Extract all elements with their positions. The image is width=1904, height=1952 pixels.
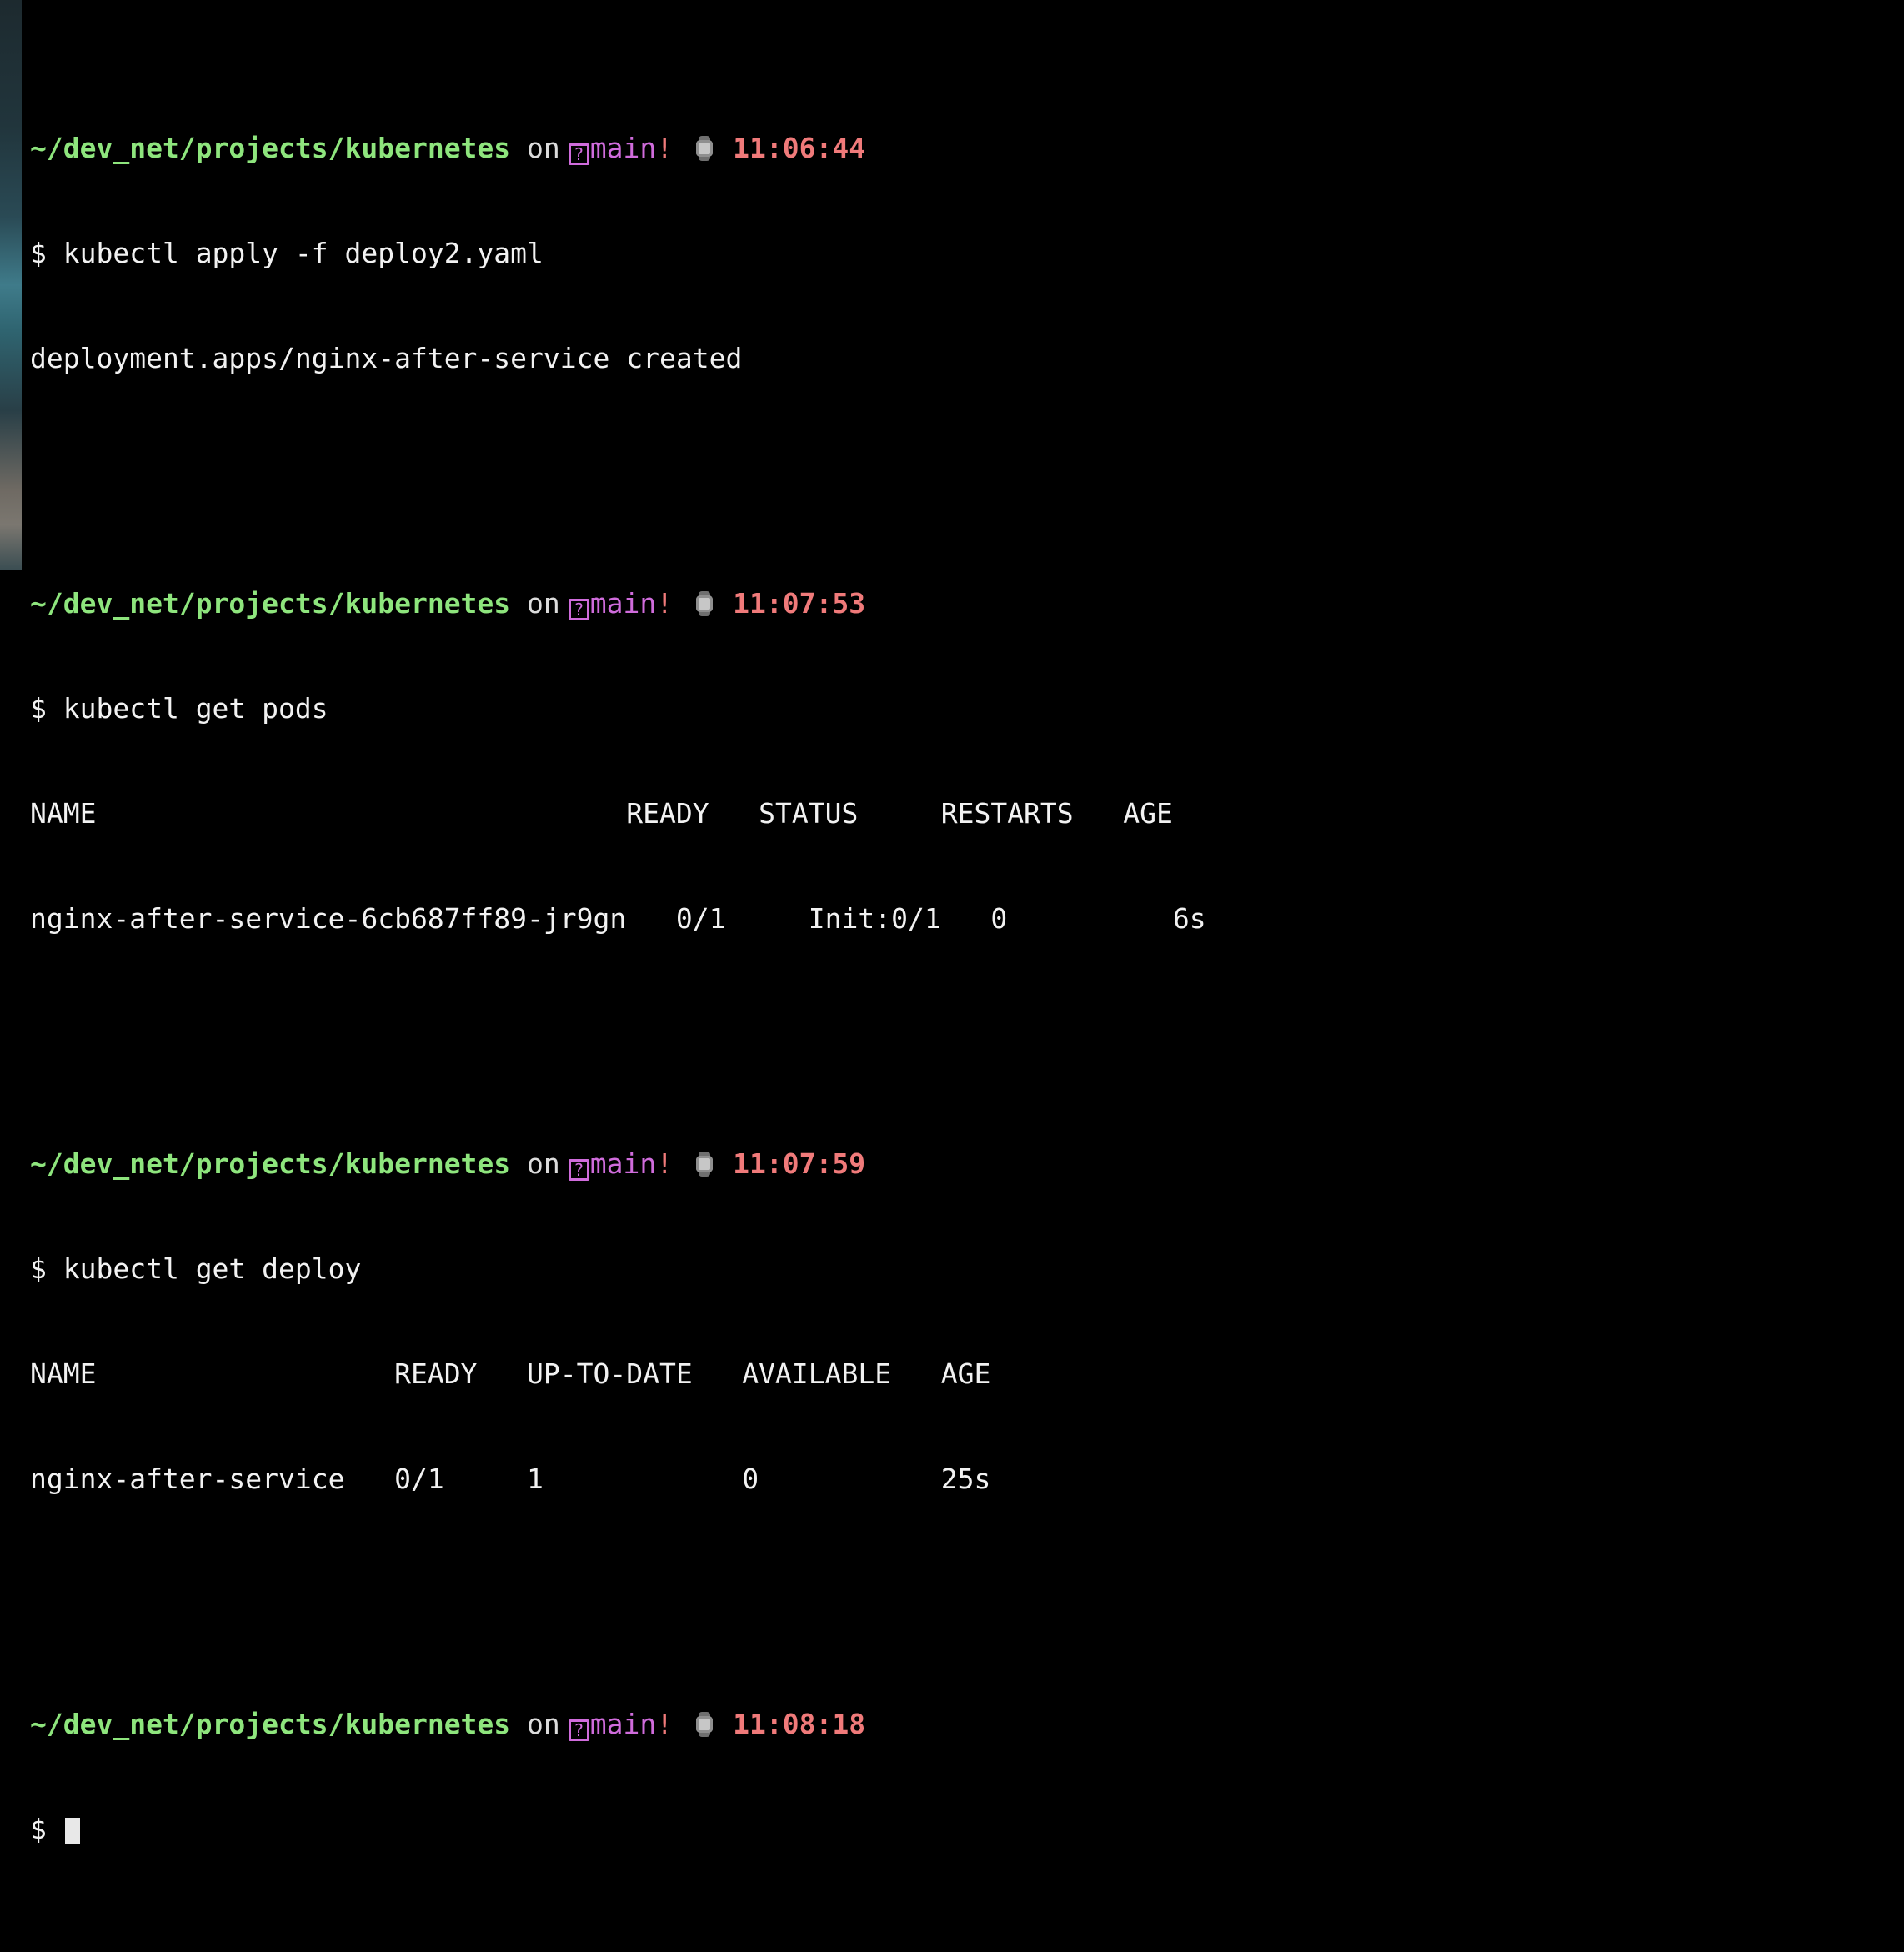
git-branch: main	[589, 587, 657, 620]
prompt-line-1	[30, 131, 1904, 166]
watch-icon	[694, 1152, 714, 1177]
terminal-scrollback[interactable]	[30, 26, 1904, 1952]
command-line-2	[30, 691, 1904, 726]
git-branch: main	[589, 1147, 657, 1180]
command-output-1: deployment.apps/nginx-after-service created	[30, 342, 743, 374]
watch-icon	[694, 591, 714, 616]
git-status-icon: ?	[569, 143, 589, 165]
git-branch: main	[589, 132, 657, 164]
active-command-line[interactable]	[30, 1812, 1904, 1847]
prompt-symbol: $	[30, 692, 47, 725]
desktop-background-strip	[0, 0, 22, 570]
blank-line	[30, 1006, 1904, 1041]
pods-table-header: NAME READY STATUS RESTARTS AGE	[30, 797, 1173, 830]
prompt-line-2	[30, 586, 1904, 621]
current-path: ~/dev_net/projects/kubernetes	[30, 1708, 511, 1740]
prompt-time: 11:08:18	[733, 1708, 866, 1740]
git-branch: main	[589, 1708, 657, 1740]
blank-line	[30, 446, 1904, 481]
prompt-symbol: $	[30, 1252, 47, 1285]
pods-table-row: nginx-after-service-6cb687ff89-jr9gn 0/1 Init:0/1 0 6s	[30, 902, 1206, 935]
prompt-time: 11:07:59	[733, 1147, 866, 1180]
command-text: kubectl get deploy	[63, 1252, 362, 1285]
blank-line	[30, 1567, 1904, 1602]
current-path: ~/dev_net/projects/kubernetes	[30, 132, 511, 164]
git-status-icon: ?	[569, 1159, 589, 1181]
on-label: on	[527, 587, 560, 620]
git-status-icon: ?	[569, 1719, 589, 1741]
git-dirty-marker: !	[656, 1708, 674, 1740]
prompt-symbol: $	[30, 1813, 47, 1845]
git-dirty-marker: !	[656, 132, 674, 164]
command-line-3	[30, 1252, 1904, 1287]
terminal-window[interactable]	[22, 0, 1904, 1845]
prompt-symbol: $	[30, 237, 47, 269]
on-label: on	[527, 1708, 560, 1740]
deploy-table-row: nginx-after-service 0/1 1 0 25s	[30, 1463, 991, 1495]
command-text: kubectl get pods	[63, 692, 328, 725]
git-status-icon: ?	[569, 599, 589, 620]
command-line-1	[30, 236, 1904, 271]
prompt-line-4	[30, 1707, 1904, 1742]
deploy-table-header: NAME READY UP-TO-DATE AVAILABLE AGE	[30, 1357, 991, 1390]
prompt-line-3	[30, 1147, 1904, 1182]
on-label: on	[527, 132, 560, 164]
watch-icon	[694, 1712, 714, 1737]
git-dirty-marker: !	[656, 587, 674, 620]
watch-icon	[694, 136, 714, 161]
current-path: ~/dev_net/projects/kubernetes	[30, 587, 511, 620]
prompt-time: 11:06:44	[733, 132, 866, 164]
command-text: kubectl apply -f deploy2.yaml	[63, 237, 544, 269]
prompt-time: 11:07:53	[733, 587, 866, 620]
current-path: ~/dev_net/projects/kubernetes	[30, 1147, 511, 1180]
git-dirty-marker: !	[656, 1147, 674, 1180]
terminal-cursor[interactable]	[65, 1818, 80, 1844]
on-label: on	[527, 1147, 560, 1180]
